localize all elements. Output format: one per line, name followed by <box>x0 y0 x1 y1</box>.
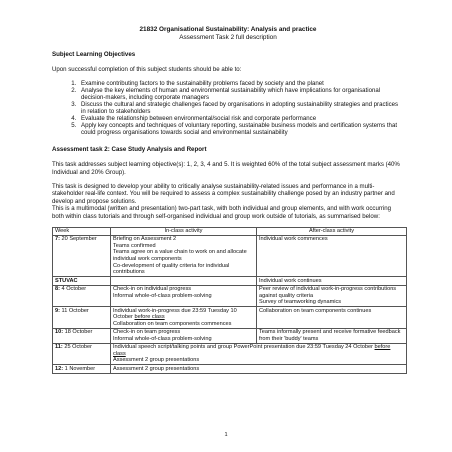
week-cell: 10: 18 October <box>53 328 111 343</box>
objectives-heading: Subject Learning Objectives <box>52 51 136 58</box>
column-header: Week <box>53 227 111 235</box>
task-paragraph: This task addresses subject learning objective(s): 1, 2, 3, 4 and 5. It is weighted 60% of the total subject assessment marks (40% Individual and 20% Group). <box>52 161 400 176</box>
merged-cell: Individual speech script/talking points and group PowerPoint presentation due 23:59 Tuesday 24 October before class Assessment 2 group presentations <box>111 343 407 365</box>
after-cell: Peer review of individual work-in-progress contributions against quality criteria Survey of teamworking dynamics <box>257 285 407 307</box>
objectives-list <box>52 80 404 137</box>
inclass-cell: Check-in on individual progress Informal whole-of-class problem-solving <box>111 285 257 307</box>
merged-cell: Assessment 2 group presentations <box>111 365 407 373</box>
task-heading: Assessment task 2: Case Study Analysis and Report <box>52 146 207 154</box>
objective-item: 3. Discuss the cultural and strategic challenges faced by organisations in adopting sustainability strategies and practices in relation to stakeholders <box>78 101 404 115</box>
objective-item: 2. Analyse the key elements of human and environmental sustainability which have implications for organisational decision-makers, including corporate managers <box>78 87 404 101</box>
schedule-table <box>52 227 407 374</box>
table-header-row <box>53 227 407 235</box>
inclass-cell: Check-in on team progress Informal whole-of-class problem-solving <box>111 328 257 343</box>
table-row <box>53 307 407 329</box>
column-header: After-class activity <box>257 227 407 235</box>
inclass-cell: Briefing on Assessment 2 Teams confirmed Teams agree on a value chain to work on and allocate individual work components Co-development of quality criteria for individual contributions <box>111 235 257 276</box>
week-cell: 9: 11 October <box>53 307 111 329</box>
task-paragraph: This is a multimodal (written and presentation) two-part task, with both individual and group elements, and with work occurring both within class tutorials and through self-organised individual and group work outside of tutorials, as summarised below: <box>52 205 392 220</box>
after-cell: Collaboration on team components continues <box>257 307 407 329</box>
objective-item: 4. Evaluate the relationship between environmental/social risk and corporate performance <box>78 115 404 122</box>
table-row <box>53 343 407 365</box>
after-cell: Individual work commences <box>257 235 407 276</box>
after-cell: Individual work continues <box>257 277 407 285</box>
after-cell: Teams informally present and receive formative feedback from their 'buddy' teams <box>257 328 407 343</box>
week-cell: 11: 25 October <box>53 343 111 365</box>
objectives-intro: Upon successful completion of this subject students should be able to: <box>52 66 242 73</box>
task-paragraph: This task is designed to develop your ability to critically analyse sustainability-related issues and performance in a multi-stakeholder real-life context. You will be required to assess a complex sustainability challenge posed by an industry partner and develop and propose solutions. <box>52 182 395 205</box>
table-row <box>53 285 407 307</box>
week-cell: 12: 1 November <box>53 365 111 373</box>
objective-item: 1. Examine contributing factors to the sustainability problems faced by society and the planet <box>78 80 404 87</box>
table-row <box>53 328 407 343</box>
column-header: In-class activity <box>111 227 257 235</box>
objective-item: 5. Apply key concepts and techniques of voluntary reporting, sustainable business models and certification systems that could progress organisations towards social and environmental sustainability <box>78 122 404 136</box>
week-cell: 7: 20 September <box>53 235 111 276</box>
week-cell: STUVAC <box>53 277 111 285</box>
document-subtitle: Assessment Task 2 full description <box>179 34 277 41</box>
inclass-cell: Individual work-in-progress due 23:59 Tuesday 10 October before class Collaboration on team components commences <box>111 307 257 329</box>
document-title: 21832 Organisational Sustainability: Analysis and practice <box>139 26 317 33</box>
inclass-cell <box>111 277 257 285</box>
page-number: 1 <box>224 432 228 438</box>
table-row <box>53 277 407 285</box>
week-cell: 8: 4 October <box>53 285 111 307</box>
table-row <box>53 365 407 373</box>
table-row <box>53 235 407 276</box>
